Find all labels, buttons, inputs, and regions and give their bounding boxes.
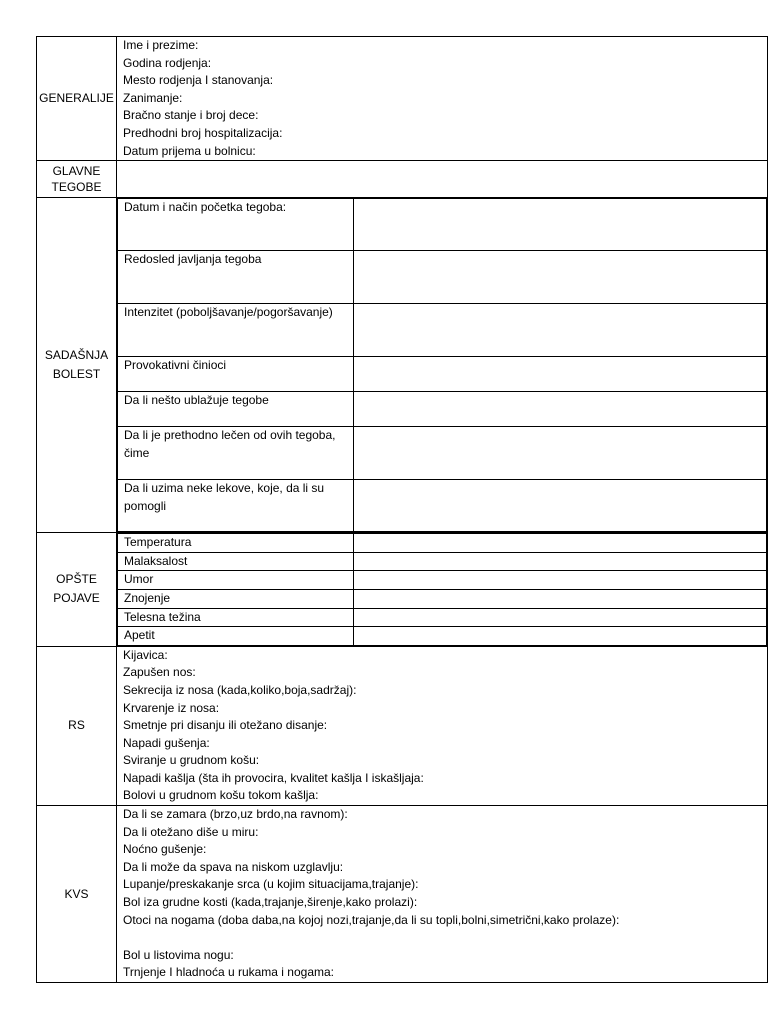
rs-krvarenje: Krvarenje iz nosa: <box>123 700 220 715</box>
field-mesto-rodjenja: Mesto rodjenja I stanovanja: <box>123 73 274 88</box>
answer-lekovi[interactable] <box>354 480 767 532</box>
section-label-sadasnja-bolest: SADAŠNJA BOLEST <box>37 198 117 533</box>
row-sadasnja-bolest <box>37 198 768 533</box>
kvs-otezano-dise: Da li otežano diše u miru: <box>123 824 259 839</box>
answer-znojenje[interactable] <box>354 589 767 608</box>
field-ime-prezime: Ime i prezime: <box>123 38 199 52</box>
kvs-bol-listovi: Bol u listovima nogu: <box>123 947 234 962</box>
section-label-rs: RS <box>37 646 117 805</box>
field-broj-hospitalizacija: Predhodni broj hospitalizacija: <box>123 125 283 140</box>
kvs-nisko-uzglavlje: Da li može da spava na niskom uzglavlju: <box>123 859 344 874</box>
question-datum-pocetka: Datum i način početka tegoba: <box>118 199 354 251</box>
rs-sekrecija: Sekrecija iz nosa (kada,koliko,boja,sadržaj): <box>123 682 357 697</box>
kvs-trnjenje: Trnjenje I hladnoća u rukama i nogama: <box>123 965 335 980</box>
field-datum-prijema: Datum prijema u bolnicu: <box>123 143 256 158</box>
answer-malaksalost[interactable] <box>354 552 767 571</box>
answer-temperatura[interactable] <box>354 534 767 553</box>
kvs-otoci: Otoci na nogama (doba daba,na kojoj nozi,trajanje,da li su topli,bolni,simetrični,kako prolaze): <box>123 912 620 927</box>
question-ublazuje: Da li nešto ublažuje tegobe <box>118 392 354 427</box>
question-provokativni: Provokativni činioci <box>118 357 354 392</box>
answer-intenzitet[interactable] <box>354 304 767 357</box>
row-kvs <box>37 806 768 983</box>
question-prethodno-lecen: Da li je prethodno lečen od ovih tegoba, čime <box>118 427 354 480</box>
rs-bolovi: Bolovi u grudnom košu tokom kašlja: <box>123 788 319 803</box>
kvs-fields[interactable] <box>117 806 768 983</box>
anamnesis-form <box>36 36 768 983</box>
item-telesna-tezina: Telesna težina <box>118 608 354 627</box>
question-redosled: Redosled javljanja tegoba <box>118 251 354 304</box>
rs-smetnje-disanje: Smetnje pri disanju ili otežano disanje: <box>123 718 328 733</box>
generalije-fields[interactable] <box>117 37 768 161</box>
rs-napadi-kaslja: Napadi kašlja (šta ih provocira, kvalitet kašlja I iskašljaja: <box>123 770 424 785</box>
answer-prethodno-lecen[interactable] <box>354 427 767 480</box>
row-opste-pojave <box>37 533 768 647</box>
rs-fields[interactable] <box>117 646 768 805</box>
answer-redosled[interactable] <box>354 251 767 304</box>
row-generalije <box>37 37 768 161</box>
section-label-generalije: GENERALIJE <box>37 37 117 161</box>
field-godina-rodjenja: Godina rodjenja: <box>123 55 212 70</box>
item-temperatura: Temperatura <box>118 534 354 553</box>
question-intenzitet: Intenzitet (poboljšavanje/pogoršavanje) <box>118 304 354 357</box>
glavne-tegobe-answer[interactable] <box>117 161 768 198</box>
item-malaksalost: Malaksalost <box>118 552 354 571</box>
item-znojenje: Znojenje <box>118 589 354 608</box>
rs-napadi-gusenja: Napadi gušenja: <box>123 735 210 750</box>
answer-umor[interactable] <box>354 571 767 590</box>
answer-telesna-tezina[interactable] <box>354 608 767 627</box>
rs-kijavica: Kijavica: <box>123 647 168 662</box>
field-bracno-stanje: Bračno stanje i broj dece: <box>123 108 259 123</box>
section-label-glavne-tegobe: GLAVNE TEGOBE <box>37 161 117 198</box>
answer-apetit[interactable] <box>354 627 767 646</box>
sadasnja-bolest-grid <box>117 198 768 533</box>
section-label-kvs: KVS <box>37 806 117 983</box>
kvs-zamara: Da li se zamara (brzo,uz brdo,na ravnom): <box>123 807 348 822</box>
section-label-opste-pojave: OPŠTE POJAVE <box>37 533 117 647</box>
kvs-lupanje-srca: Lupanje/preskakanje srca (u kojim situacijama,trajanje): <box>123 877 419 892</box>
item-apetit: Apetit <box>118 627 354 646</box>
item-umor: Umor <box>118 571 354 590</box>
row-glavne-tegobe <box>37 161 768 198</box>
answer-ublazuje[interactable] <box>354 392 767 427</box>
answer-datum-pocetka[interactable] <box>354 199 767 251</box>
opste-pojave-grid <box>117 533 768 647</box>
rs-sviranje: Sviranje u grudnom košu: <box>123 753 260 768</box>
rs-zapusen-nos: Zapušen nos: <box>123 665 196 680</box>
field-zanimanje: Zanimanje: <box>123 90 183 105</box>
question-lekovi: Da li uzima neke lekove, koje, da li su pomogli <box>118 480 354 532</box>
kvs-nocno-gusenje: Noćno gušenje: <box>123 842 207 857</box>
kvs-bol-grudna-kost: Bol iza grudne kosti (kada,trajanje,širenje,kako prolazi): <box>123 895 418 910</box>
row-rs <box>37 646 768 805</box>
answer-provokativni[interactable] <box>354 357 767 392</box>
